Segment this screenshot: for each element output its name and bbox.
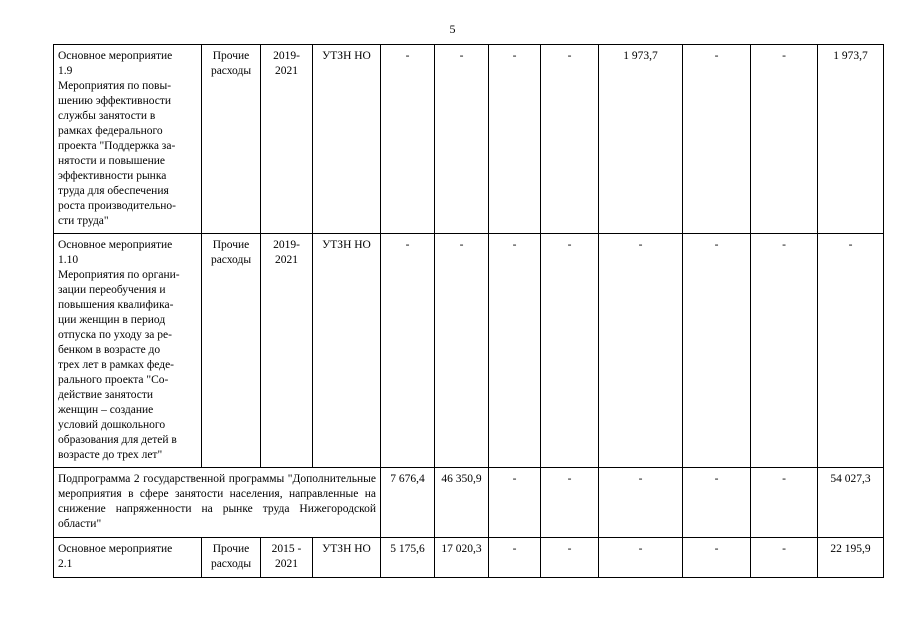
measure-name-line: условий дошкольного [58,419,166,431]
measure-name-line: проекта "Поддержка за- [58,140,176,152]
value-cell: - [541,538,599,578]
value-cell: - [435,234,489,468]
measure-name-line: роста производительно- [58,200,177,212]
value-cell: - [541,45,599,234]
value-cell: - [599,234,683,468]
measure-name-line: сти труда" [58,215,109,227]
value-cell: - [489,45,541,234]
measure-name-line: Основное мероприятие [58,50,173,62]
measure-name-line: рального проекта "Со- [58,374,169,386]
table-row [54,45,884,234]
value-cell: - [751,45,818,234]
category-cell: Прочие расходы [202,538,261,578]
executor-cell: УТЗН НО [313,538,381,578]
value-cell: - [683,538,751,578]
measure-name-line: 1.10 [58,254,79,266]
measure-name-line: повышения квалифика- [58,299,174,311]
measure-name-line: действие занятости [58,389,154,401]
measure-name-line: нятости и повышение [58,155,165,167]
value-cell: - [683,45,751,234]
value-cell: - [599,538,683,578]
measure-name-line: Основное мероприятие [58,543,173,555]
value-cell: 1 973,7 [818,45,884,234]
measure-name-line: ции женщин в период [58,314,166,326]
table-row [54,468,884,538]
value-cell: 1 973,7 [599,45,683,234]
value-cell: - [818,234,884,468]
measure-name-line: Основное мероприятие [58,239,173,251]
measure-name-line: труда для обеспечения [58,185,169,197]
measure-name-line: зации переобучения и [58,284,166,296]
measure-name-cell [54,538,202,578]
measure-name-line: Мероприятия по органи- [58,269,180,281]
period-cell: 2015 - 2021 [261,538,313,578]
value-cell: - [751,234,818,468]
value-cell: - [683,234,751,468]
value-cell: - [489,538,541,578]
value-cell: - [541,468,599,538]
value-cell: - [751,538,818,578]
measure-name-line: службы занятости в [58,110,156,122]
value-cell: - [489,468,541,538]
value-cell: - [435,45,489,234]
value-cell: 7 676,4 [381,468,435,538]
measure-name-line: образования для детей в [58,434,177,446]
measure-name-line: шению эффективности [58,95,172,107]
value-cell: 5 175,6 [381,538,435,578]
measure-name-cell [54,45,202,234]
value-cell: - [599,468,683,538]
measure-name-cell [54,234,202,468]
value-cell: - [751,468,818,538]
measure-name-line: женщин – создание [58,404,154,416]
table-row [54,538,884,578]
measure-name-line: эффективности рынка [58,170,167,182]
measure-name-line: рамках федерального [58,125,163,137]
table-row [54,234,884,468]
value-cell: - [683,468,751,538]
measure-name-line: Мероприятия по повы- [58,80,172,92]
table-body [54,45,884,578]
value-cell: 17 020,3 [435,538,489,578]
value-cell: - [381,234,435,468]
value-cell: - [489,234,541,468]
period-cell: 2019-2021 [261,234,313,468]
category-cell: Прочие расходы [202,234,261,468]
executor-cell: УТЗН НО [313,45,381,234]
measure-name-line: 1.9 [58,65,73,77]
executor-cell: УТЗН НО [313,234,381,468]
value-cell: - [381,45,435,234]
value-cell: 46 350,9 [435,468,489,538]
measure-name-line: возрасте до трех лет" [58,449,163,461]
measure-name-line: отпуска по уходу за ре- [58,329,172,341]
category-cell: Прочие расходы [202,45,261,234]
program-table [53,44,884,578]
measure-name-line: бенком в возрасте до [58,344,161,356]
period-cell: 2019-2021 [261,45,313,234]
page-number: 5 [449,22,456,36]
measure-name-line: 2.1 [58,558,73,570]
measure-name-line: трех лет в рамках феде- [58,359,175,371]
subprogram-name-cell: Подпрограмма 2 государственной программы "Дополнительные мероприятия в сфере занятости населения, направленные на снижение напряженности на рынке труда Нижегородской области" [54,468,381,538]
value-cell: - [541,234,599,468]
value-cell: 22 195,9 [818,538,884,578]
value-cell: 54 027,3 [818,468,884,538]
